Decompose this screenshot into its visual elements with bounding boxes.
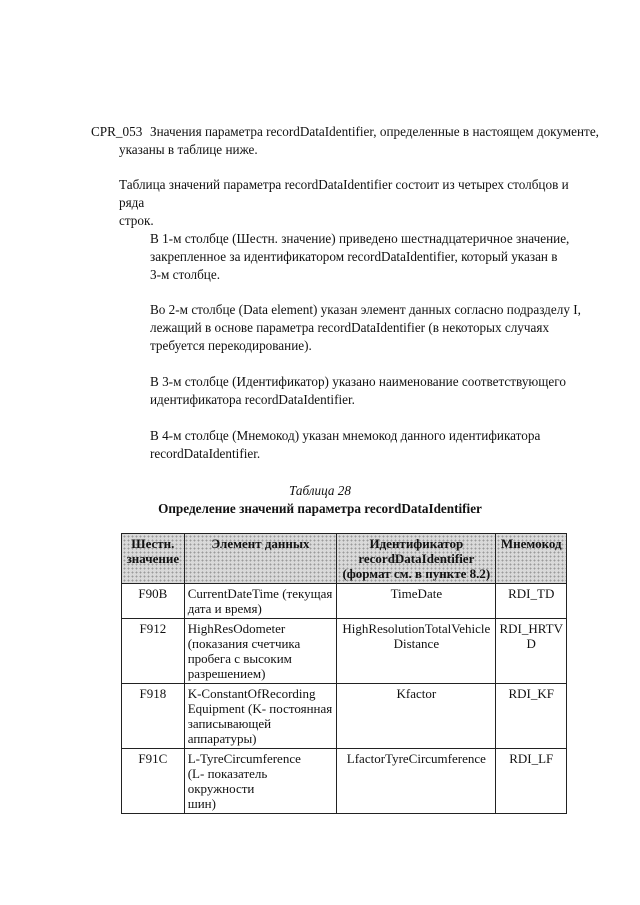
rdi-table [121, 533, 567, 814]
cell-mnemonic [496, 684, 567, 749]
text-line: recordDataIdentifier. [150, 446, 261, 461]
cell-identifier [337, 749, 496, 814]
header-identifier [337, 534, 496, 584]
cell-identifier [337, 619, 496, 684]
table-row [122, 684, 567, 749]
cell-mnemonic [496, 749, 567, 814]
cell-line: дата и время) [187, 601, 262, 616]
text-line: закрепленное за идентификатором recordDataIdentifier, который указан в [150, 249, 558, 264]
header-line: Мнемокод [500, 536, 562, 551]
cell-mnemonic [496, 619, 567, 684]
header-hex-value [122, 534, 185, 584]
text-line: требуется перекодирование). [150, 338, 312, 353]
table-row [122, 584, 567, 619]
cell-line: шин) [187, 796, 216, 811]
cell-line: RDI_LF [509, 751, 554, 766]
header-line: значение [126, 551, 180, 566]
cell-line: Kfactor [396, 686, 437, 701]
table-row [122, 619, 567, 684]
table-row [122, 749, 567, 814]
intro-line-1: Таблица значений параметра recordDataIdentifier состоит из четырех столбцов и ряда [119, 177, 569, 210]
header-line: Шестн. [131, 536, 175, 551]
cell-element [184, 749, 337, 814]
column-1-description [150, 230, 590, 284]
text-line: лежащий в основе параметра recordDataIdentifier (в некоторых случаях [150, 320, 550, 335]
cell-line: HighResOdometer [187, 621, 286, 636]
column-3-description [150, 373, 590, 409]
cell-line: CurrentDateTime (текущая [187, 586, 333, 601]
cell-line: HighResolutionTotalVehicle [342, 621, 491, 636]
cell-line: TimeDate [390, 586, 443, 601]
header-mnemonic [496, 534, 567, 584]
header-line: Идентификатор [369, 536, 464, 551]
cell-line: D [526, 636, 536, 651]
header-line: recordDataIdentifier [358, 551, 475, 566]
cell-hex: F91C [122, 749, 185, 814]
intro-paragraph [119, 176, 589, 230]
cell-line: LfactorTyreCircumference [346, 751, 486, 766]
column-4-description [150, 427, 590, 463]
cell-line: Distance [393, 636, 440, 651]
text-line: 3-м столбце. [150, 267, 220, 282]
header-line: (формат см. в пункте 8.2) [342, 566, 491, 581]
header-line: Элемент данных [211, 536, 310, 551]
cell-hex: F912 [122, 619, 185, 684]
table-title: Определение значений параметра recordDataIdentifier [158, 501, 482, 516]
cell-identifier [337, 584, 496, 619]
cell-line: разрешением) [187, 666, 266, 681]
cell-line: RDI_HRTV [499, 621, 563, 636]
cell-line: RDI_KF [508, 686, 554, 701]
text-line: В 3-м столбце (Идентификатор) указано наименование соответствующего [150, 374, 566, 389]
text-line: идентификатора recordDataIdentifier. [150, 392, 355, 407]
requirement-line-1: Значения параметра recordDataIdentifier, определенные в настоящем документе, [150, 124, 599, 139]
cell-hex: F918 [122, 684, 185, 749]
intro-line-2: строк. [119, 213, 154, 228]
cell-element [184, 619, 337, 684]
cell-line: L-TyreCircumference [187, 751, 301, 766]
text-line: Во 2-м столбце (Data element) указан элемент данных согласно подразделу I, [150, 302, 581, 317]
requirement-text [119, 123, 600, 159]
header-data-element [184, 534, 337, 584]
cell-line: (показания счетчика [187, 636, 301, 651]
table-header-row [122, 534, 567, 584]
cell-line: Equipment (K- постоянная [187, 701, 333, 716]
requirement-line-2: указаны в таблице ниже. [119, 142, 258, 157]
text-line: В 4-м столбце (Мнемокод) указан мнемокод данного идентификатора [150, 428, 541, 443]
cell-line: (L- показатель окружности [187, 766, 268, 796]
cell-line: RDI_TD [508, 586, 555, 601]
cell-hex: F90B [122, 584, 185, 619]
text-line: В 1-м столбце (Шестн. значение) приведено шестнадцатеричное значение, [150, 231, 570, 246]
cell-element [184, 584, 337, 619]
cell-identifier [337, 684, 496, 749]
requirement-id: CPR_053 [91, 124, 143, 139]
cell-element [184, 684, 337, 749]
cell-line: записывающей аппаратуры) [187, 716, 272, 746]
cell-line: пробега с высоким [187, 651, 292, 666]
column-2-description [150, 301, 590, 355]
cell-mnemonic [496, 584, 567, 619]
cell-line: K-ConstantOfRecording [187, 686, 316, 701]
table-number: Таблица 28 [289, 483, 351, 498]
